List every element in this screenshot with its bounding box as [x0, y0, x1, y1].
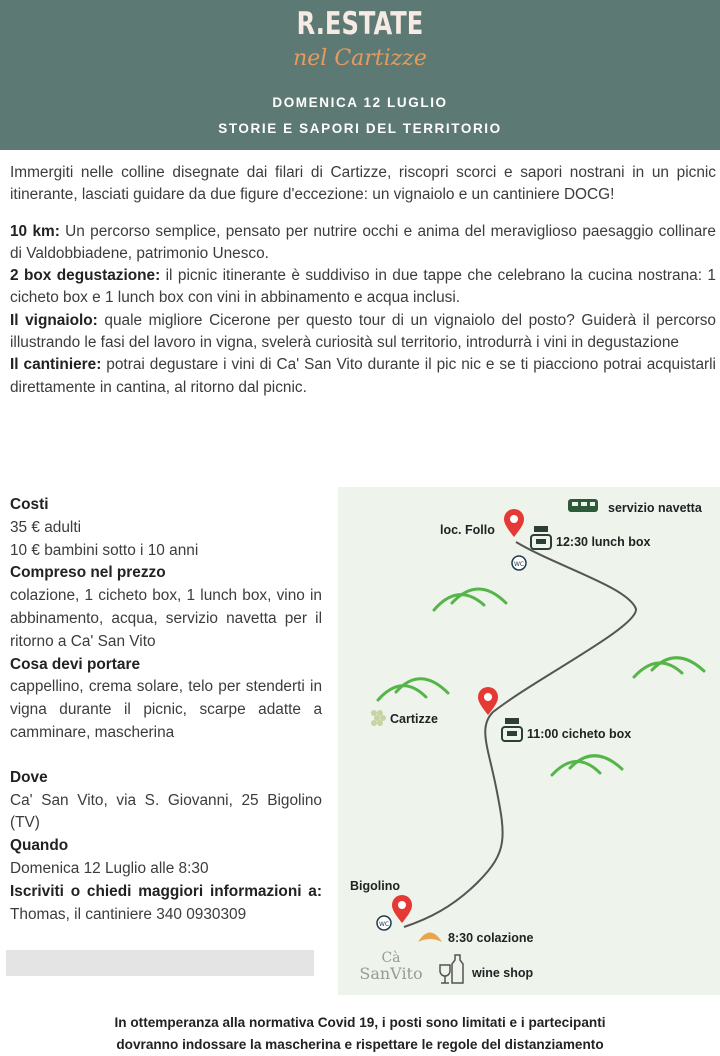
- route-map: [338, 487, 720, 995]
- contact-info: Thomas, il cantiniere 340 0930309: [10, 905, 247, 923]
- intro-text: Immergiti nelle colline disegnate dai filari di Cartizze, riscopri scorci e sapori nostrani in un picnic itinerante, lasciati guidare da due figure d'eccezione: un vignaiolo e un cantiniere DOCG!: [10, 164, 716, 204]
- event-date: DOMENICA 12 LUGLIO: [272, 95, 448, 110]
- hill-icon: [552, 756, 622, 775]
- feature-km: 10 km: Un percorso semplice, pensato per nutrire occhi e anima del meraviglioso paesaggio collinare di Valdobbiadene, patrimonio Unesco.: [10, 222, 716, 262]
- brand-title: R.ESTATE: [296, 6, 424, 42]
- hills: [378, 589, 704, 775]
- compreso-title: Compreso nel prezzo: [10, 564, 166, 582]
- redacted-bar: [6, 950, 314, 976]
- dove-title: Dove: [10, 768, 48, 786]
- portare-title: Cosa devi portare: [10, 655, 141, 673]
- croissant-icon: [418, 933, 442, 943]
- wine-shop-label: wine shop: [472, 966, 534, 980]
- hill-icon: [434, 589, 506, 610]
- brand-script: nel Cartizze: [293, 46, 427, 71]
- iscriviti-title: Iscriviti o chiedi maggiori informazioni a:: [10, 882, 322, 900]
- info-column: [10, 494, 322, 926]
- feature-cantiniere: Il cantiniere: potrai degustare i vini di Ca' San Vito durante il pic nic e se ti piacciono potrai acquistarli direttamente in cantina, al ritorno dal picnic.: [10, 356, 716, 396]
- bus-icon: [568, 499, 598, 512]
- costi-bambini: 10 € bambini sotto i 10 anni: [10, 541, 199, 559]
- header-banner: [0, 0, 720, 150]
- wc-icon: [512, 556, 526, 570]
- feature-box: 2 box degustazione: il picnic itinerante è suddiviso in due tappe che celebrano la cucina nostrana: 1 cicheto box e 1 lunch box con vini in abbinamento e acqua inclusi.: [10, 267, 716, 307]
- quando-text: Domenica 12 Luglio alle 8:30: [10, 859, 209, 877]
- bigolino-label: Bigolino: [350, 879, 400, 893]
- colazione-label: 8:30 colazione: [448, 931, 534, 945]
- svg-text:WC: WC: [378, 921, 390, 928]
- wc-icon: [377, 916, 391, 930]
- wine-shop-icon: [440, 955, 463, 983]
- grapes-icon: [371, 710, 386, 726]
- map-graphics: [338, 487, 720, 995]
- cartizze-label: Cartizze: [390, 712, 438, 726]
- cicheto-box-label: 11:00 cicheto box: [527, 727, 632, 741]
- covid-notice: In ottemperanza alla normativa Covid 19, i posti sono limitati e i partecipanti dovranno indossare la mascherina e rispettare le regole del distanziamento: [114, 1015, 606, 1052]
- lunch-box-icon: [531, 526, 551, 549]
- hill-icon: [634, 658, 704, 677]
- pin-icon: [392, 895, 412, 923]
- costi-adulti: 35 € adulti: [10, 518, 82, 536]
- portare-text: cappellino, crema solare, telo per stenderti in vigna durante il picnic, scarpe adatte a camminare, mascherina: [10, 678, 322, 741]
- hill-icon: [378, 679, 448, 700]
- loc-follo-label: loc. Follo: [440, 523, 495, 537]
- pin-icon: [504, 509, 524, 537]
- ca-san-vito-logo: Cà SanVito: [359, 950, 423, 983]
- quando-title: Quando: [10, 837, 69, 855]
- event-subtitle: STORIE E SAPORI DEL TERRITORIO: [218, 121, 502, 136]
- cicheto-box-icon: [502, 718, 522, 741]
- navetta-label: servizio navetta: [608, 501, 702, 515]
- costi-title: Costi: [10, 496, 49, 513]
- intro-section: [10, 162, 716, 399]
- feature-vignaiolo: Il vignaiolo: quale migliore Cicerone per questo tour di un vignaiolo del posto? Guiderà il percorso illustrando le fasi del lavoro in vigna, svelerà curiosità sul territorio, introdurrà i vini in degustazione: [10, 311, 716, 352]
- lunch-box-label: 12:30 lunch box: [556, 535, 651, 549]
- dove-text: Ca' San Vito, via S. Giovanni, 25 Bigolino (TV): [10, 791, 322, 832]
- svg-text:WC: WC: [513, 561, 525, 568]
- compreso-text: colazione, 1 cicheto box, 1 lunch box, vino in abbinamento, acqua, servizio navetta per il ritorno a Ca' San Vito: [10, 587, 322, 650]
